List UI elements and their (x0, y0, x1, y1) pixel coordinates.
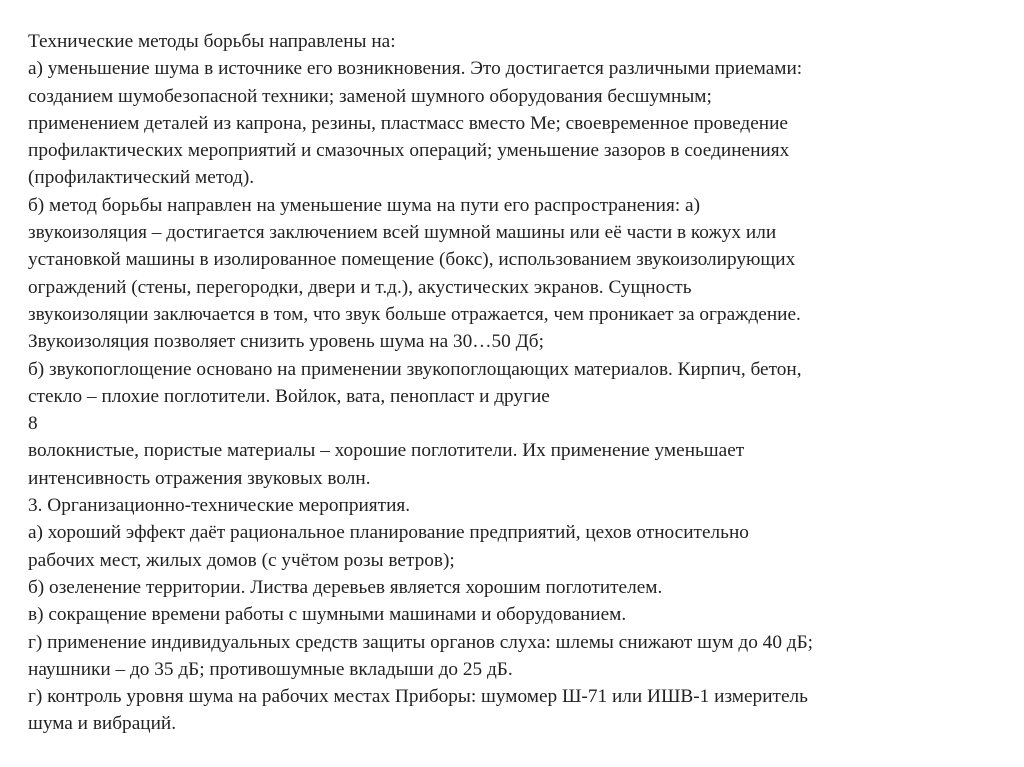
text-line: стекло – плохие поглотители. Войлок, вата, пенопласт и другие (28, 385, 550, 407)
text-line: профилактических мероприятий и смазочных операций; уменьшение зазоров в соединениях (28, 140, 790, 162)
text-line: г) контроль уровня шума на рабочих местах Приборы: шумомер Ш-71 или ИШВ-1 измеритель (28, 686, 808, 708)
text-line: б) метод борьбы направлен на уменьшение шума на пути его распространения: а) (28, 194, 700, 216)
text-line: Звукоизоляция позволяет снизить уровень шума на 30…50 Дб; (28, 331, 544, 353)
text-line: звукоизоляции заключается в том, что звук больше отражается, чем проникает за ограждение. (28, 303, 801, 325)
text-line: Технические методы борьбы направлены на: (28, 31, 396, 52)
text-line: (профилактический метод). (28, 167, 255, 189)
text-line: г) применение индивидуальных средств защиты органов слуха: шлемы снижают шум до 40 дБ; (28, 631, 814, 653)
text-line: установкой машины в изолированное помещение (бокс), использованием звукоизолирующих (28, 249, 796, 271)
document-text-block (28, 28, 1003, 738)
text-line: применением деталей из капрона, резины, пластмасс вместо Ме; своевременное проведение (28, 112, 788, 134)
text-line: звукоизоляция – достигается заключением всей шумной машины или её части в кожух или (28, 222, 777, 244)
text-line: ограждений (стены, перегородки, двери и т.д.), акустических экранов. Сущность (28, 276, 692, 298)
text-line: волокнистые, пористые материалы – хорошие поглотители. Их применение уменьшает (28, 440, 745, 462)
text-line: рабочих мест, жилых домов (с учётом розы ветров); (28, 549, 455, 571)
section-heading: 3. Организационно-технические мероприятия. (28, 495, 411, 517)
text-line: наушники – до 35 дБ; противошумные вкладыши до 25 дБ. (28, 658, 513, 680)
text-line: б) звукопоглощение основано на применении звукопоглощающих материалов. Кирпич, бетон, (28, 358, 802, 380)
text-line: шума и вибраций. (28, 713, 177, 735)
text-line: а) хороший эффект даёт рациональное планирование предприятий, цехов относительно (28, 522, 749, 544)
text-line: интенсивность отражения звуковых волн. (28, 467, 371, 489)
text-line: в) сокращение времени работы с шумными машинами и оборудованием. (28, 604, 627, 626)
text-line: а) уменьшение шума в источнике его возникновения. Это достигается различными приемами: (28, 58, 803, 80)
text-line: б) озеленение территории. Листва деревьев является хорошим поглотителем. (28, 576, 663, 598)
page-number: 8 (28, 413, 38, 435)
text-line: созданием шумобезопасной техники; заменой шумного оборудования бесшумным; (28, 85, 712, 107)
